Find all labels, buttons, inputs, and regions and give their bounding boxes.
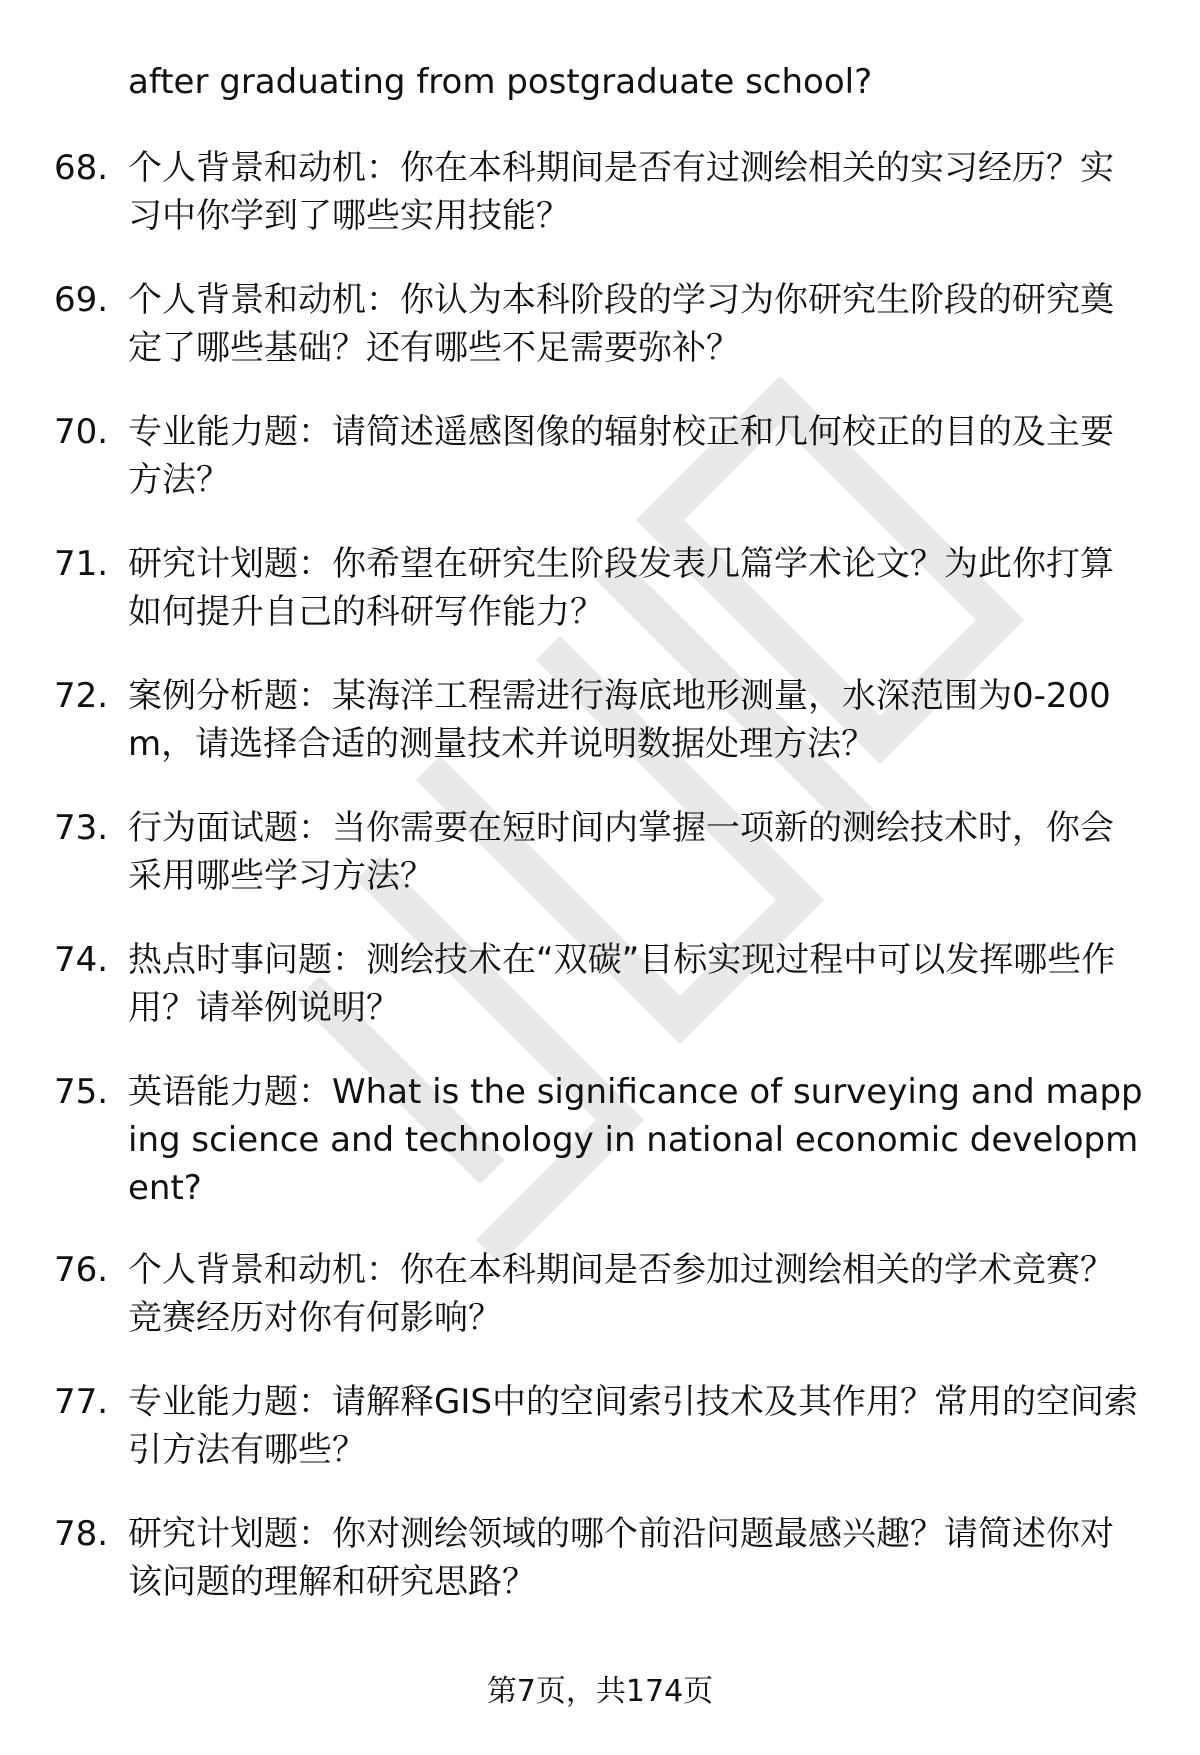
question-text: 行为面试题：当你需要在短时间内掌握一项新的测绘技术时，你会采用哪些学习方法？ bbox=[128, 808, 1114, 896]
question-text: 案例分析题：某海洋工程需进行海底地形测量，水深范围为0-200m，请选择合适的测量技术并说明数据处理方法？ bbox=[128, 676, 1111, 764]
question-number: 75. bbox=[54, 1072, 109, 1112]
question-item bbox=[0, 1366, 1200, 1498]
page-footer bbox=[0, 1672, 1200, 1712]
question-number: 68. bbox=[54, 148, 109, 188]
question-text: 英语能力题：What is the significance of surveying and mapping science and technology in national economic development? bbox=[128, 1072, 1143, 1208]
question-text: 专业能力题：请简述遥感图像的辐射校正和几何校正的目的及主要方法？ bbox=[128, 412, 1114, 500]
question-item bbox=[0, 528, 1200, 660]
question-text: 热点时事问题：测绘技术在“双碳”目标实现过程中可以发挥哪些作用？请举例说明？ bbox=[128, 940, 1116, 1028]
question-item bbox=[0, 1234, 1200, 1366]
question-text: 个人背景和动机：你认为本科阶段的学习为你研究生阶段的研究奠定了哪些基础？还有哪些不足需要弥补？ bbox=[128, 280, 1114, 368]
continuation-text: after graduating from postgraduate school? bbox=[128, 62, 873, 102]
question-text: 研究计划题：你希望在研究生阶段发表几篇学术论文？为此你打算如何提升自己的科研写作能力？ bbox=[128, 544, 1114, 632]
question-text: 个人背景和动机：你在本科期间是否参加过测绘相关的学术竞赛？竞赛经历对你有何影响？ bbox=[128, 1250, 1114, 1338]
question-list bbox=[0, 132, 1200, 1630]
question-text: 个人背景和动机：你在本科期间是否有过测绘相关的实习经历？实习中你学到了哪些实用技能？ bbox=[128, 148, 1114, 236]
question-number: 70. bbox=[54, 412, 109, 452]
question-text: 研究计划题：你对测绘领域的哪个前沿问题最感兴趣？请简述你对该问题的理解和研究思路？ bbox=[128, 1514, 1114, 1602]
question-item bbox=[0, 1056, 1200, 1234]
question-item bbox=[0, 924, 1200, 1056]
question-item bbox=[0, 264, 1200, 396]
question-number: 72. bbox=[54, 676, 109, 716]
question-item bbox=[0, 1498, 1200, 1630]
question-number: 74. bbox=[54, 940, 109, 980]
question-item bbox=[0, 396, 1200, 528]
question-number: 78. bbox=[54, 1514, 109, 1554]
question-number: 73. bbox=[54, 808, 109, 848]
question-number: 76. bbox=[54, 1250, 109, 1290]
page-number-label: 第7页，共174页 bbox=[486, 1674, 714, 1709]
question-item bbox=[0, 660, 1200, 792]
question-item bbox=[0, 792, 1200, 924]
question-number: 69. bbox=[54, 280, 109, 320]
question-item bbox=[0, 132, 1200, 264]
question-text: 专业能力题：请解释GIS中的空间索引技术及其作用？常用的空间索引方法有哪些？ bbox=[128, 1382, 1138, 1470]
question-number: 71. bbox=[54, 544, 109, 584]
question-number: 77. bbox=[54, 1382, 109, 1422]
